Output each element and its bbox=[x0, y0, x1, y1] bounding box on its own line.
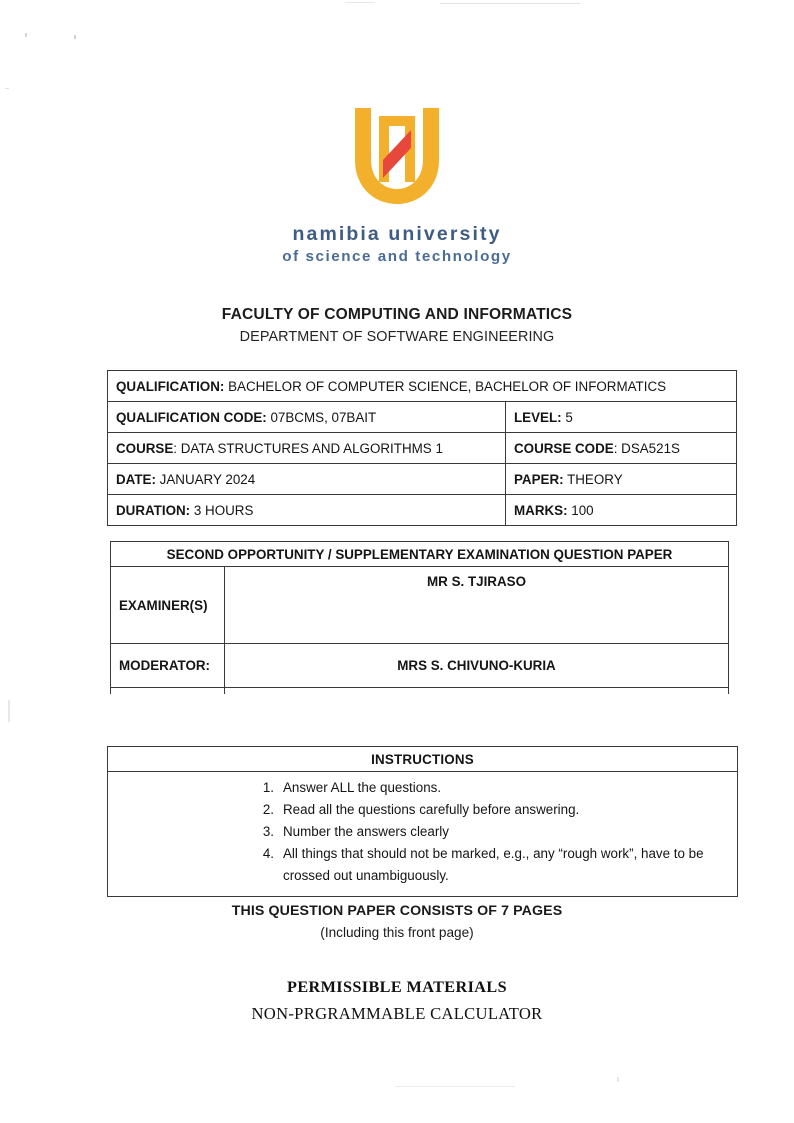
qualification-info-table bbox=[107, 370, 737, 526]
qualification-cell bbox=[108, 371, 737, 402]
qualification-code-label: QUALIFICATION CODE: bbox=[116, 409, 267, 425]
qualification-value: BACHELOR OF COMPUTER SCIENCE, BACHELOR OF INFORMATICS bbox=[224, 378, 667, 394]
examiner-name: MR S. TJIRASO bbox=[225, 567, 729, 644]
table-row bbox=[111, 567, 729, 644]
qualification-label: QUALIFICATION: bbox=[116, 378, 225, 394]
instructions-body bbox=[108, 772, 738, 897]
table-row bbox=[108, 747, 738, 772]
scan-artifact bbox=[617, 1077, 619, 1082]
department-heading: DEPARTMENT OF SOFTWARE ENGINEERING bbox=[239, 329, 555, 345]
list-item-text: Number the answers clearly bbox=[283, 824, 449, 839]
instructions-title: INSTRUCTIONS bbox=[108, 747, 738, 772]
permissible-materials-title: PERMISSIBLE MATERIALS bbox=[287, 978, 507, 996]
nust-shield-logo-icon bbox=[349, 104, 445, 208]
marks-label: MARKS: bbox=[514, 502, 568, 518]
exam-type-header: SECOND OPPORTUNITY / SUPPLEMENTARY EXAMINATION QUESTION PAPER bbox=[111, 542, 729, 567]
date-cell bbox=[108, 464, 506, 495]
list-item bbox=[256, 777, 727, 799]
page-count-note: (Including this front page) bbox=[320, 925, 474, 940]
list-item-text: Read all the questions carefully before answering. bbox=[283, 802, 580, 817]
list-item-number: 4. bbox=[262, 846, 274, 861]
list-item bbox=[256, 799, 727, 821]
scan-artifact bbox=[395, 1086, 515, 1087]
paper-cell bbox=[506, 464, 737, 495]
instructions-table bbox=[107, 746, 738, 897]
scan-artifact bbox=[74, 35, 76, 39]
qualification-code-value: 07BCMS, 07BAIT bbox=[266, 409, 377, 425]
date-value: JANUARY 2024 bbox=[155, 471, 256, 487]
marks-cell bbox=[506, 495, 737, 526]
table-row bbox=[108, 772, 738, 897]
faculty-heading: FACULTY OF COMPUTING AND INFORMATICS bbox=[221, 306, 573, 323]
table-row bbox=[108, 402, 737, 433]
table-row bbox=[108, 495, 737, 526]
table-row bbox=[111, 644, 729, 688]
list-item-number: 2. bbox=[262, 802, 274, 817]
duration-cell bbox=[108, 495, 506, 526]
university-name-line2: of science and technology bbox=[282, 248, 512, 266]
list-item bbox=[256, 843, 727, 887]
paper-value: THEORY bbox=[563, 471, 623, 487]
course-code-value: : DSA521S bbox=[613, 440, 680, 456]
examiner-table bbox=[110, 541, 729, 694]
table-row bbox=[108, 433, 737, 464]
date-label: DATE: bbox=[116, 471, 156, 487]
list-item-text: All things that should not be marked, e.g., any “rough work”, have to be crossed out unambiguously. bbox=[283, 846, 704, 883]
marks-value: 100 bbox=[567, 502, 594, 518]
scan-artifact bbox=[25, 33, 27, 37]
course-code-label: COURSE CODE bbox=[514, 440, 614, 456]
moderator-name bbox=[225, 644, 729, 688]
level-cell bbox=[506, 402, 737, 433]
paper-label: PAPER: bbox=[514, 471, 564, 487]
course-value: : DATA STRUCTURES AND ALGORITHMS 1 bbox=[173, 440, 443, 456]
level-value: 5 bbox=[561, 409, 573, 425]
scan-artifact bbox=[5, 88, 9, 89]
permissible-materials-text: NON-PRGRAMMABLE CALCULATOR bbox=[251, 1004, 543, 1023]
moderator-label: MODERATOR: bbox=[111, 644, 225, 688]
level-label: LEVEL: bbox=[514, 409, 562, 425]
university-name-line1: namibia university bbox=[292, 223, 502, 245]
table-row bbox=[108, 371, 737, 402]
qualification-code-cell bbox=[108, 402, 506, 433]
scan-artifact bbox=[345, 2, 375, 3]
list-item bbox=[256, 821, 727, 843]
table-row bbox=[108, 464, 737, 495]
course-code-cell bbox=[506, 433, 737, 464]
instructions-list bbox=[118, 777, 727, 887]
table-row-partial bbox=[111, 688, 729, 695]
duration-label: DURATION: bbox=[116, 502, 191, 518]
empty-cell-right bbox=[225, 688, 729, 695]
list-item-number: 1. bbox=[262, 780, 274, 795]
empty-cell-left bbox=[111, 688, 225, 695]
course-label: COURSE bbox=[116, 440, 174, 456]
list-item-text: Answer ALL the questions. bbox=[283, 780, 442, 795]
duration-value: 3 HOURS bbox=[190, 502, 254, 518]
examiner-label: EXAMINER(S) bbox=[111, 567, 225, 644]
university-logo-block bbox=[0, 104, 794, 267]
moderator-name-text: MRS S. CHIVUNO-KURIA bbox=[397, 658, 556, 673]
table-row bbox=[111, 542, 729, 567]
scan-artifact bbox=[8, 700, 10, 722]
scan-artifact bbox=[440, 3, 580, 4]
page-count-line: THIS QUESTION PAPER CONSISTS OF 7 PAGES bbox=[231, 903, 563, 919]
course-cell bbox=[108, 433, 506, 464]
list-item-number: 3. bbox=[262, 824, 274, 839]
